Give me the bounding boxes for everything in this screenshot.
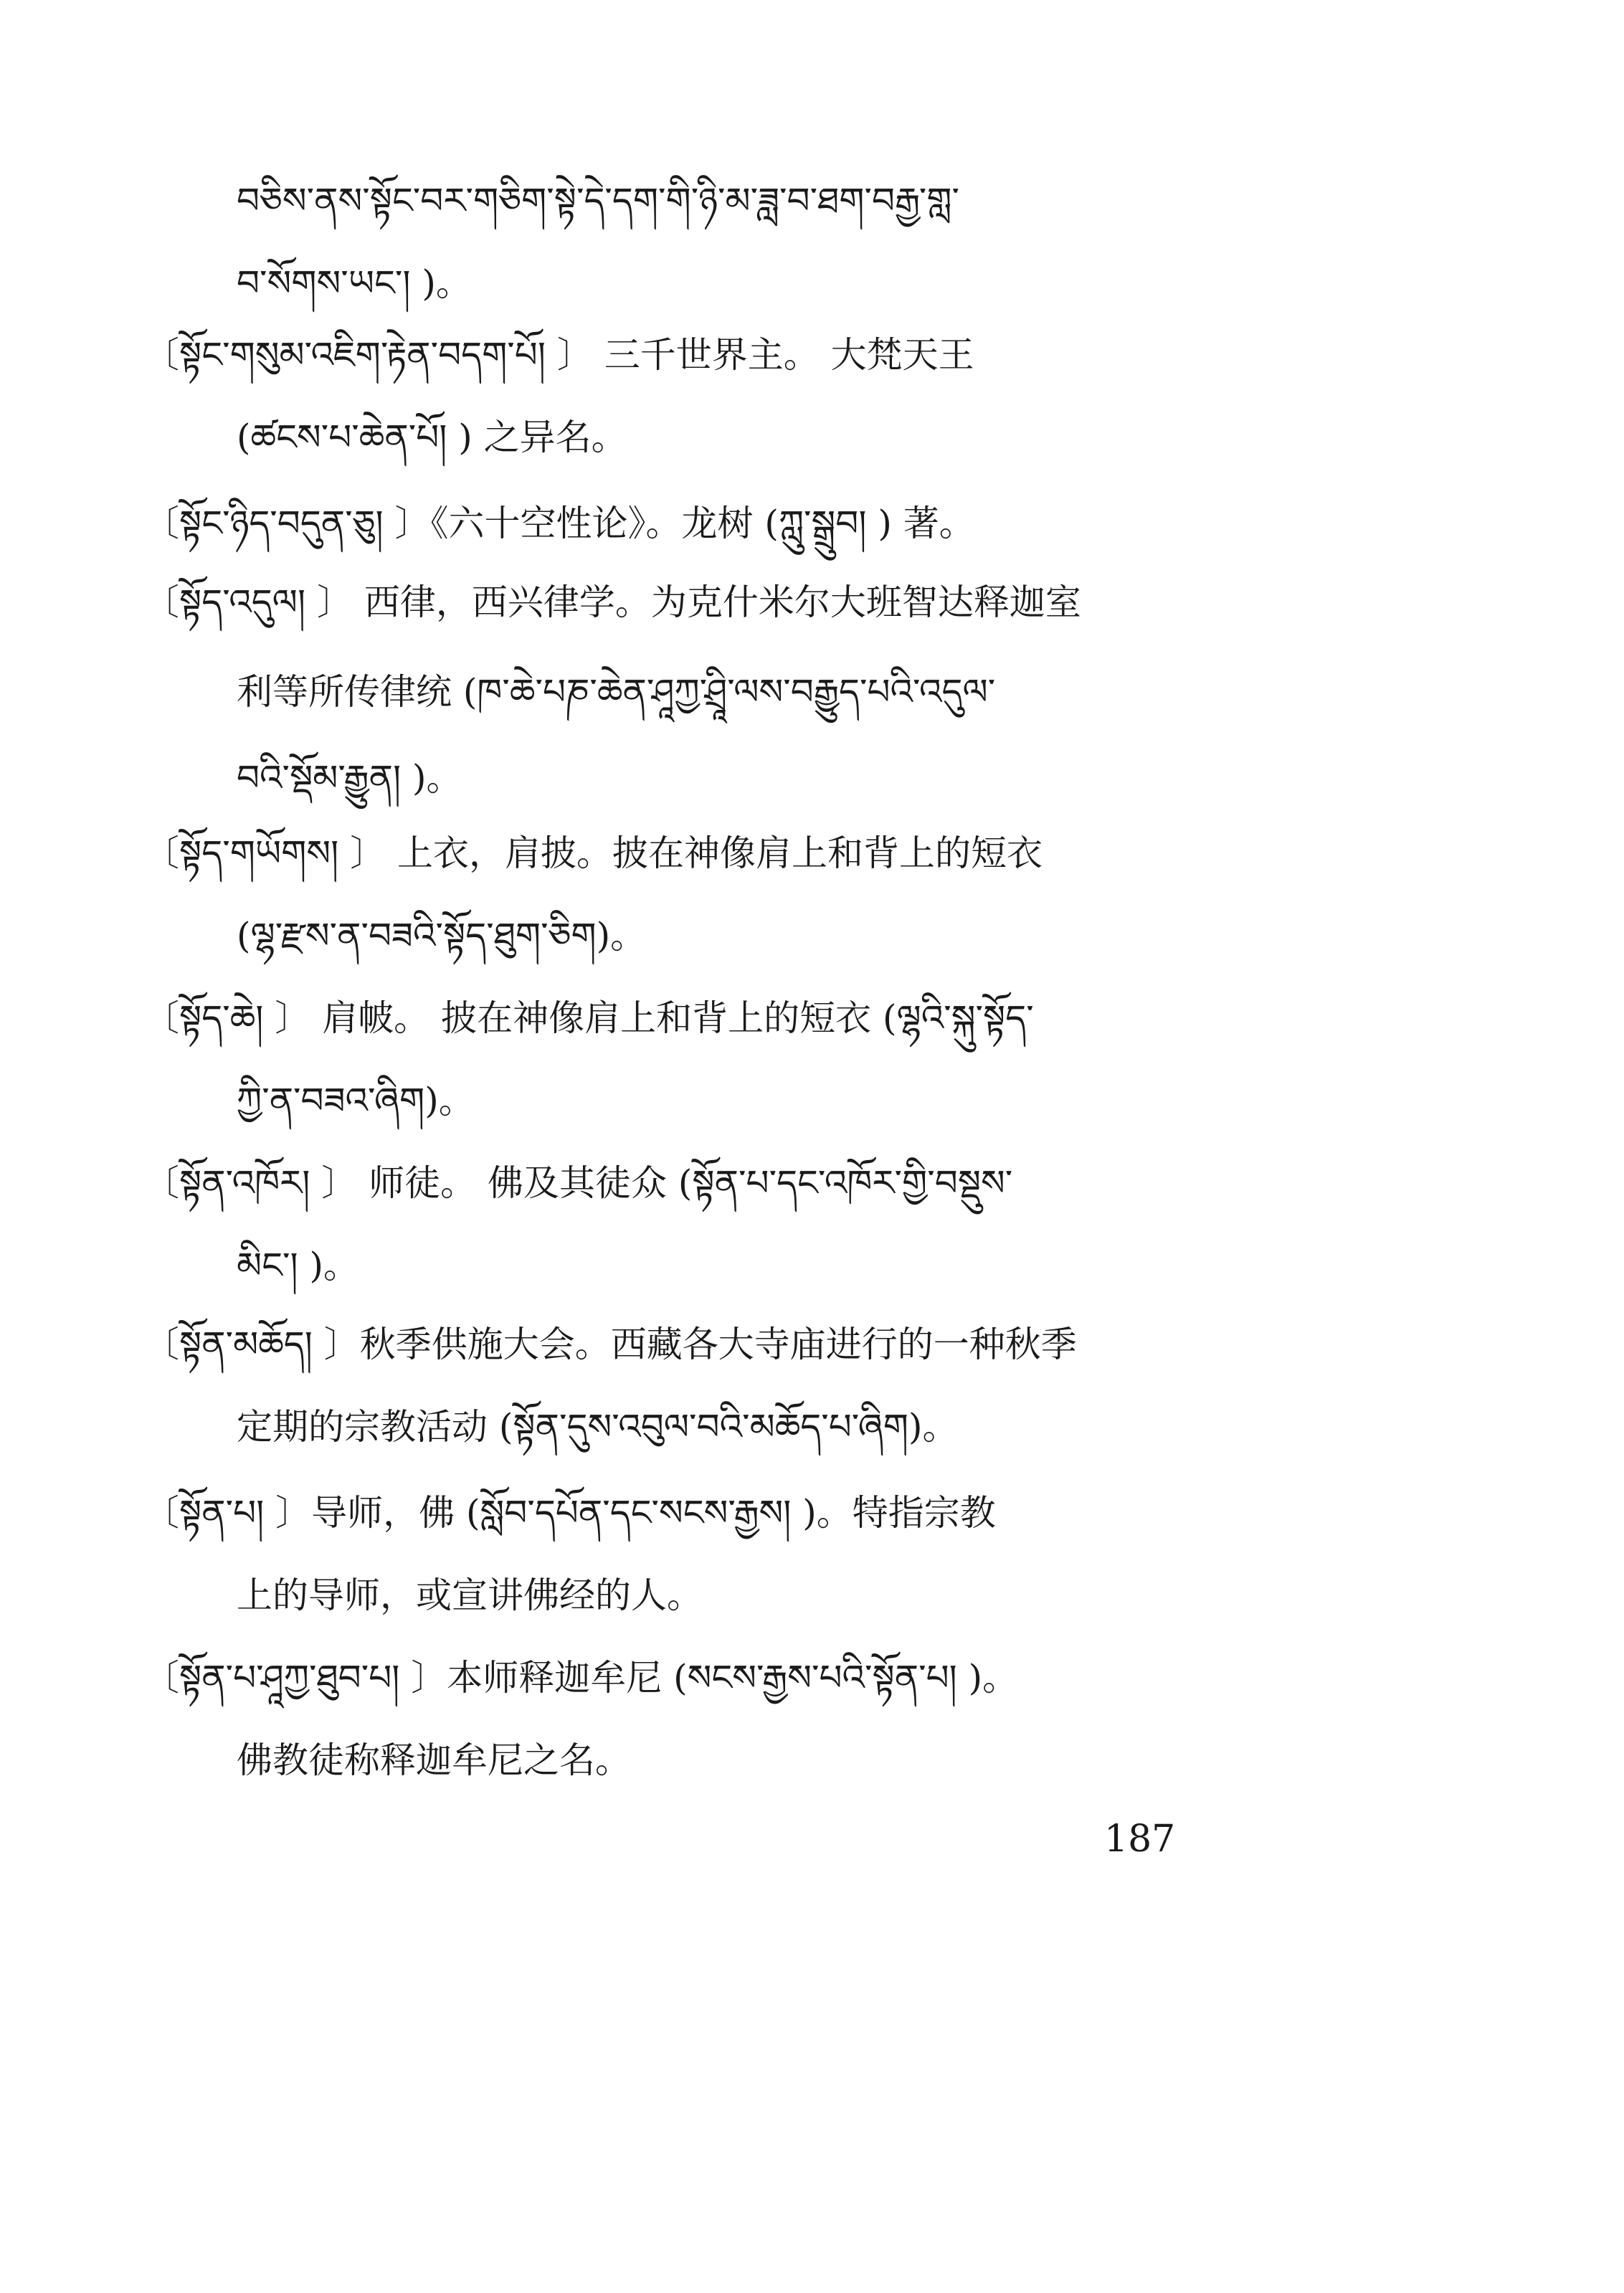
entry-line: 佛教徒称释迦牟尼之名。 xyxy=(237,1739,631,1781)
entry-headword-line: 〔སྟོན་མཆོད། 〕秋季供施大会。西藏各大寺庙进行的一种秋季 xyxy=(143,1324,1077,1365)
entry-line: བཅིས་ནས་སྟོང་བར་གཅིག་སྟེ་དེ་དག་གི་ཉི་མ་ཟླ་བ་ཐག་བརྒྱ་གླ་ xyxy=(237,180,959,222)
entry-headword-line: 〔སྟོད་ཆེ། 〕 肩帔。 披在神像肩上和背上的短衣 (ལྷའི་སྐུ་སྟོད་ xyxy=(143,997,1034,1039)
entry-line: 利等所传律统 (ཁ་ཆེ་པཎ་ཆེན་ཤཱཀྱ་ཤྲཱི་ལས་བརྒྱུད་པའི་འདུལ་ xyxy=(237,671,996,713)
entry-line: (ལྷ་རྫས་ན་བཟའི་སྟོད་ཐུག་ཅིག)。 xyxy=(237,915,647,956)
entry-headword-line: 〔སྟོད་འདུལ། 〕 西律，西兴律学。为克什米尔大班智达释迦室 xyxy=(143,581,1081,623)
entry-headword-line: 〔སྟོན་པ། 〕导师，佛 (སློབ་དཔོན་དང་སངས་རྒྱས། )。特指宗教 xyxy=(143,1492,996,1534)
entry-line: 上的导师，或宣讲佛经的人。 xyxy=(237,1575,703,1616)
entry-headword-line: 〔སྟོན་འཁོར། 〕 师徒。 佛及其徒众 (སྟོན་པ་དང་འཁོར་གྱི་བསྡུས་ xyxy=(143,1162,1013,1204)
entry-line: མིང་། )。 xyxy=(237,1245,359,1286)
entry-line: བའི་སྡོམ་རྒྱུན། )。 xyxy=(237,757,462,799)
entry-line: ཀྱི་ན་བཟའ་ཞིག)。 xyxy=(237,1080,475,1121)
entry-headword-line: 〔སྟོན་པ་ཤཱཀྱ་ཐུབ་པ། 〕本师释迦牟尼 (སངས་རྒྱས་པའི་སྟོན་པ། )。 xyxy=(143,1657,1019,1699)
entry-headword-line: 〔སྟོང་གསུམ་འཇིག་རྟེན་བདག་པོ། 〕 三千世界主。 大梵天王 xyxy=(143,334,974,376)
entry-line: (ཚངས་པ་ཆེན་པོ། ) 之异名。 xyxy=(237,417,627,458)
entry-line: བ་སོགས་ཡང་། )。 xyxy=(237,262,472,304)
entry-line: 定期的宗教活动 (སྟོན་དུས་འབུལ་བའི་མཆོད་པ་ཞིག)。 xyxy=(237,1406,959,1448)
page-number: 187 xyxy=(1104,1818,1176,1861)
entry-headword-line: 〔སྟོང་ཉིད་བདུན་ཅུ། 〕《六十空性论》。龙树 (ཀླུ་སྒྲུབ། ) 著。 xyxy=(143,503,975,544)
entry-headword-line: 〔སྟོད་གཡོགས། 〕 上衣，肩披。披在神像肩上和背上的短衣 xyxy=(143,832,1043,874)
